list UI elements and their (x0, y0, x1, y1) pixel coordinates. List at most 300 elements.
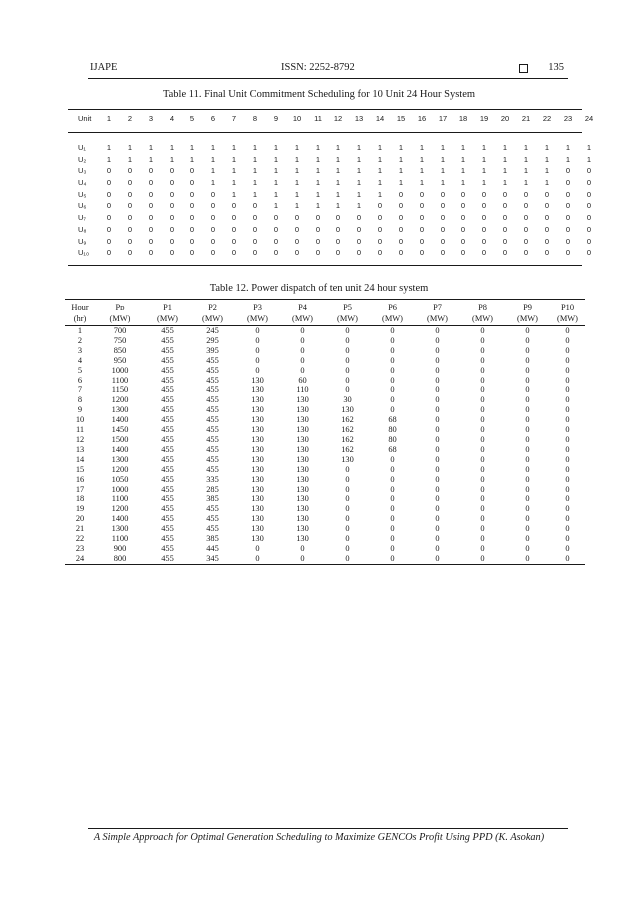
table12-cell: 455 (206, 444, 219, 454)
table11-cell: 1 (315, 189, 321, 199)
table12-column-header: Hour (65, 300, 95, 314)
page-number: 135 (548, 62, 564, 73)
table12-cell: 0 (435, 345, 440, 355)
table11-hour-header: 11 (314, 114, 322, 123)
table11-cell: 1 (252, 166, 258, 176)
table11-row (70, 143, 592, 155)
table11-cell: 1 (419, 178, 425, 188)
table12-cell: 0 (435, 534, 440, 544)
table12-cell: 130 (251, 405, 264, 415)
table12-cell: 130 (251, 484, 264, 494)
table11-cell: 0 (586, 236, 592, 246)
table12-cell: 455 (161, 415, 174, 425)
table11-cell: 1 (335, 143, 341, 152)
table12-column-header: P4 (280, 300, 325, 314)
table11-cell: 0 (481, 236, 487, 246)
table12-cell: 0 (345, 365, 350, 375)
table11-hour-header: 23 (563, 114, 573, 123)
table12-cell: 295 (206, 335, 219, 345)
table11-cell: 0 (377, 213, 383, 223)
table12-cell: 0 (480, 375, 485, 385)
table11-cell: 1 (419, 166, 425, 176)
table11-hour-header: 21 (521, 114, 531, 123)
table11-unit-name: U₆ (78, 201, 87, 211)
table11-hour-header: 15 (396, 114, 406, 123)
table11-cell: 0 (586, 189, 592, 199)
page-header (90, 62, 564, 78)
table12-cell: 0 (565, 543, 570, 553)
table11-cell: 0 (419, 224, 425, 234)
table12-cell: 162 (341, 415, 354, 425)
table11-cell: 0 (481, 201, 487, 211)
table11-cell: 1 (502, 154, 508, 164)
table12-cell: 0 (480, 504, 485, 514)
table12-column-header: P10 (550, 300, 585, 314)
table12-cell: 1300 (111, 524, 129, 534)
table11-cell: 1 (252, 178, 258, 188)
table11-cell: 1 (294, 189, 300, 199)
table12-cell: 0 (390, 484, 395, 494)
table11-cell: 0 (335, 248, 341, 258)
table11-row (70, 224, 592, 237)
table12-cell: 0 (390, 504, 395, 514)
table12-cell: 0 (525, 405, 530, 415)
table11-cell: 0 (398, 213, 404, 223)
table12-cell: 0 (300, 326, 305, 335)
table11-cell: 0 (377, 248, 383, 258)
table11-cell: 0 (294, 224, 300, 234)
table12-cell: 0 (390, 494, 395, 504)
table11-cell: 1 (252, 189, 258, 199)
table11-row (70, 178, 592, 190)
table12 (65, 299, 585, 565)
table12-cell: 0 (525, 474, 530, 484)
table11-cell: 1 (106, 143, 112, 152)
table12-cell: 455 (161, 444, 174, 454)
table12-cell: 0 (390, 454, 395, 464)
table12-cell: 750 (113, 335, 127, 345)
table12-cell: 455 (161, 543, 174, 553)
table11-cell: 1 (148, 143, 154, 152)
table11-cell: 0 (148, 248, 154, 258)
table11-hour-header: 13 (354, 114, 364, 123)
table11-cell: 0 (169, 248, 175, 258)
table12-cell: 130 (296, 415, 309, 425)
table11-cell: 0 (189, 178, 195, 188)
table12-cell: 245 (206, 326, 219, 335)
table12-cell: 1000 (111, 484, 129, 494)
table12-cell: 130 (296, 514, 309, 524)
table11-cell: 0 (502, 236, 508, 246)
table12-cell: 18 (75, 494, 85, 504)
table11-cell: 1 (231, 189, 237, 199)
table12-cell: 455 (161, 534, 174, 544)
table12-cell: 455 (206, 504, 219, 514)
table11-cell: 0 (231, 224, 237, 234)
table12-cell: 1400 (111, 514, 129, 524)
table11-cell: 0 (356, 213, 362, 223)
header-divider (88, 78, 568, 79)
table12-cell: 0 (255, 326, 260, 335)
table12-cell: 0 (345, 345, 350, 355)
table12-cell: 0 (565, 434, 570, 444)
table12-cell: 5 (77, 365, 83, 375)
table11-cell: 0 (210, 213, 216, 223)
table11-cell: 1 (502, 166, 508, 176)
table11-cell: 0 (502, 248, 508, 258)
table11-cell: 1 (356, 189, 362, 199)
table12-cell: 455 (161, 454, 174, 464)
table11-cell: 0 (148, 236, 154, 246)
table11-cell: 0 (523, 236, 529, 246)
table11-cell: 0 (189, 166, 195, 176)
table12-cell: 1300 (111, 405, 129, 415)
table12-cell: 0 (255, 365, 260, 375)
table11-cell: 0 (398, 201, 404, 211)
table11-unit-name: U₇ (78, 213, 86, 223)
table11-header-rule (68, 132, 582, 133)
table11-cell: 1 (460, 154, 466, 164)
table12-cell: 0 (345, 504, 350, 514)
table11-cell: 0 (127, 248, 133, 258)
table11-hour-header: 4 (169, 114, 175, 123)
table12-cell: 900 (113, 543, 127, 553)
table11-cell: 1 (398, 178, 404, 188)
table11-cell: 0 (231, 201, 237, 211)
table12-cell: 455 (161, 395, 174, 405)
table11-cell: 0 (106, 178, 112, 188)
table11-unit-label: Unit (78, 114, 92, 123)
table11-cell: 1 (481, 154, 487, 164)
table11-cell: 0 (273, 213, 279, 223)
table11-cell: 0 (565, 236, 571, 246)
table11-cell: 0 (189, 224, 195, 234)
table11-cell: 1 (377, 189, 383, 199)
table12-cell: 0 (505, 554, 550, 564)
table11-cell: 0 (523, 213, 529, 223)
table12-cell: 0 (325, 554, 370, 564)
table11-cell: 1 (460, 166, 466, 176)
table12-cell: 30 (343, 395, 352, 405)
table12-units-row (65, 313, 585, 326)
table12-cell: 0 (345, 385, 350, 395)
table12-cell: 0 (525, 504, 530, 514)
table12-unit-header: (MW) (145, 313, 190, 326)
table11-row (70, 248, 592, 260)
table12-cell: 0 (435, 543, 440, 553)
table11-cell: 0 (460, 189, 466, 199)
table11-cell: 1 (377, 154, 383, 164)
table12-cell: 130 (296, 395, 309, 405)
table11-cell: 0 (502, 213, 508, 223)
table12-cell: 0 (525, 355, 530, 365)
table12-cell: 0 (480, 543, 485, 553)
table12-cell: 0 (255, 355, 260, 365)
table11-cell: 1 (169, 154, 175, 164)
table12-cell: 130 (341, 405, 354, 415)
table12-cell: 0 (345, 355, 350, 365)
table12-cell: 8 (77, 395, 83, 405)
table12-unit-header: (MW) (415, 313, 460, 326)
table12-cell: 0 (525, 514, 530, 524)
table12-row (65, 534, 585, 544)
table12-cell: 455 (206, 385, 219, 395)
table12-cell: 0 (345, 326, 350, 335)
table11-cell: 0 (169, 189, 175, 199)
table11-cell: 1 (189, 154, 195, 164)
table11-cell: 0 (189, 189, 195, 199)
table11-cell: 0 (419, 201, 425, 211)
table11-cell: 0 (252, 248, 258, 258)
table11-cell: 0 (148, 166, 154, 176)
table11-cell: 1 (335, 166, 341, 176)
table12-row (65, 504, 585, 514)
table12-cell: 0 (525, 464, 530, 474)
table12-cell: 455 (206, 405, 219, 415)
table11-unit-name: U₅ (78, 189, 87, 199)
table11-cell: 1 (565, 154, 571, 164)
table12-cell: 130 (251, 415, 264, 425)
table12-cell: 1400 (111, 444, 129, 454)
table11-hour-header: 3 (148, 114, 154, 123)
table11-cell: 0 (335, 236, 341, 246)
table12-cell: 0 (480, 534, 485, 544)
table12-column-header: P7 (415, 300, 460, 314)
table11-cell: 0 (544, 248, 550, 258)
table11-cell: 0 (440, 201, 446, 211)
table12-cell: 1100 (111, 375, 129, 385)
table11-cell: 0 (481, 248, 487, 258)
table11-cell: 1 (294, 154, 300, 164)
table12-cell: 0 (370, 554, 415, 564)
table11-cell: 0 (294, 236, 300, 246)
table11-hour-header: 20 (500, 114, 510, 123)
table12-cell: 1300 (111, 454, 129, 464)
table11-cell: 1 (231, 178, 237, 188)
table12-cell: 0 (390, 534, 395, 544)
table12-cell: 110 (296, 385, 309, 395)
table11-cell: 1 (481, 166, 487, 176)
table12-cell: 0 (525, 444, 530, 454)
table11-cell: 0 (460, 248, 466, 258)
table11-cell: 0 (565, 224, 571, 234)
table11-cell: 0 (544, 224, 550, 234)
table12-cell: 1400 (111, 415, 129, 425)
table12-cell: 0 (480, 415, 485, 425)
table11-cell: 0 (210, 248, 216, 258)
table11-cell: 0 (315, 213, 321, 223)
table12-cell: 22 (75, 534, 85, 544)
table12-cell: 700 (113, 326, 127, 335)
table12-cell: 0 (565, 474, 570, 484)
table12-cell: 0 (390, 365, 395, 375)
table12-row (65, 425, 585, 435)
table12-cell: 130 (296, 534, 309, 544)
table11-hour-header: 6 (210, 114, 216, 123)
table11-cell: 0 (252, 213, 258, 223)
table12-cell: 1500 (111, 434, 129, 444)
table11-cell: 1 (315, 201, 321, 211)
table11-cell: 0 (210, 236, 216, 246)
table12-row (65, 385, 585, 395)
table12-cell: 0 (390, 543, 395, 553)
table11-cell: 0 (189, 248, 195, 258)
table12-cell: 130 (251, 504, 264, 514)
table12-cell: 0 (480, 405, 485, 415)
table12-cell: 0 (525, 434, 530, 444)
table12-cell: 335 (206, 474, 219, 484)
table11-hour-header: 14 (375, 114, 385, 123)
table12-cell: 130 (296, 484, 309, 494)
table11-cell: 1 (586, 143, 592, 152)
table12-cell: 0 (435, 425, 440, 435)
table11-top-rule (68, 109, 582, 110)
table12-cell: 0 (390, 345, 395, 355)
table12-cell: 130 (251, 464, 264, 474)
table11-cell: 0 (273, 248, 279, 258)
table12-cell: 0 (255, 345, 260, 355)
table12-cell: 12 (75, 434, 85, 444)
table12-cell: 1 (77, 326, 83, 335)
table11-cell: 0 (189, 213, 195, 223)
table12-row (65, 376, 585, 386)
table11-cell: 1 (127, 143, 133, 152)
table12-cell: 0 (280, 554, 325, 564)
table12-row (65, 395, 585, 405)
table11-cell: 0 (377, 224, 383, 234)
table12-cell: 0 (435, 444, 440, 454)
table12-cell: 17 (75, 484, 85, 494)
table11-cell: 0 (419, 189, 425, 199)
table12-cell: 0 (525, 534, 530, 544)
table11-cell: 0 (231, 236, 237, 246)
table11-cell: 1 (544, 154, 550, 164)
table12-cell: 130 (296, 454, 309, 464)
table12-cell: 20 (75, 514, 85, 524)
table11-cell: 0 (169, 166, 175, 176)
table11-cell: 0 (169, 178, 175, 188)
table12-cell: 0 (390, 385, 395, 395)
table11-unit-name: U₁₀ (78, 248, 90, 258)
table12-cell: 0 (525, 345, 530, 355)
table11-cell: 0 (106, 224, 112, 234)
table11-cell: 1 (377, 166, 383, 176)
table11-cell: 0 (127, 189, 133, 199)
table11-cell: 0 (273, 224, 279, 234)
table11-cell: 1 (586, 154, 592, 164)
table12-cell: 0 (390, 474, 395, 484)
issn-label: ISSN: 2252-8792 (281, 62, 355, 73)
table11-cell: 1 (523, 178, 529, 188)
table12-cell: 11 (75, 425, 85, 435)
table11-cell: 0 (377, 236, 383, 246)
table12-unit-header: (MW) (370, 313, 415, 326)
table11-cell: 1 (440, 143, 446, 152)
table11-cell: 1 (315, 154, 321, 164)
table12-cell: 0 (525, 415, 530, 425)
table11-unit-name: U₂ (78, 154, 87, 164)
table11-cell: 0 (106, 248, 112, 258)
table11-hour-header: 18 (458, 114, 468, 123)
table12-cell: 0 (435, 434, 440, 444)
table11-cell: 0 (377, 201, 383, 211)
table11-cell: 0 (252, 201, 258, 211)
table12-unit-header: (MW) (235, 313, 280, 326)
table12-column-header: P8 (460, 300, 505, 314)
footer-divider (88, 828, 568, 829)
table11-cell: 0 (127, 224, 133, 234)
table11-cell: 1 (294, 143, 300, 152)
table12-cell: 0 (390, 405, 395, 415)
table11-cell: 1 (440, 178, 446, 188)
table11-cell: 1 (294, 166, 300, 176)
table11-cell: 0 (586, 213, 592, 223)
table12-cell: 0 (480, 444, 485, 454)
table12-cell: 0 (300, 365, 305, 375)
table12-cell: 0 (525, 484, 530, 494)
table11-cell: 0 (210, 189, 216, 199)
table11-cell: 0 (106, 189, 112, 199)
table12-cell: 0 (345, 543, 350, 553)
table11-cell: 1 (419, 143, 425, 152)
table11-cell: 0 (273, 236, 279, 246)
table11-cell: 0 (440, 189, 446, 199)
table12-cell: 130 (296, 434, 309, 444)
table11-cell: 0 (148, 178, 154, 188)
table11-hour-header: 2 (127, 114, 133, 123)
table12-row (65, 435, 585, 445)
table11-cell: 0 (294, 248, 300, 258)
table11-cell: 1 (294, 178, 300, 188)
table12-cell: 162 (341, 434, 354, 444)
table12-cell: 130 (251, 385, 264, 395)
table12-cell: 455 (161, 494, 174, 504)
table11-cell: 0 (398, 248, 404, 258)
table11-cell: 0 (127, 213, 133, 223)
table11-cell: 0 (544, 201, 550, 211)
table12-cell: 0 (345, 375, 350, 385)
table11-unit-name: U₃ (78, 166, 87, 176)
table11-cell: 1 (315, 143, 321, 152)
table12-cell: 0 (345, 464, 350, 474)
table12-cell: 0 (460, 554, 505, 564)
table11-cell: 1 (460, 178, 466, 188)
table12-unit-header: (MW) (460, 313, 505, 326)
table12-cell: 0 (390, 464, 395, 474)
table11-unit-name: U₁ (78, 143, 86, 152)
table12-row (65, 485, 585, 495)
table12-cell: 0 (565, 385, 570, 395)
table11-cell: 0 (586, 224, 592, 234)
table12-cell: 0 (565, 454, 570, 464)
table11-cell: 1 (127, 154, 133, 164)
table11-cell: 0 (189, 201, 195, 211)
table12-cell: 13 (75, 444, 85, 454)
table11-cell: 1 (252, 154, 258, 164)
table11-cell: 1 (335, 201, 341, 211)
table11-cell: 0 (502, 224, 508, 234)
table11-cell: 0 (565, 248, 571, 258)
table11-cell: 1 (356, 166, 362, 176)
table11-cell: 0 (544, 213, 550, 223)
table12-cell: 0 (565, 415, 570, 425)
table12-header-row (65, 300, 585, 314)
table12-cell: 80 (388, 434, 397, 444)
table11-unit-name: U₉ (78, 236, 87, 246)
table11-hour-header: 8 (252, 114, 258, 123)
table12-cell: 0 (480, 395, 485, 405)
table11-row (70, 189, 592, 202)
